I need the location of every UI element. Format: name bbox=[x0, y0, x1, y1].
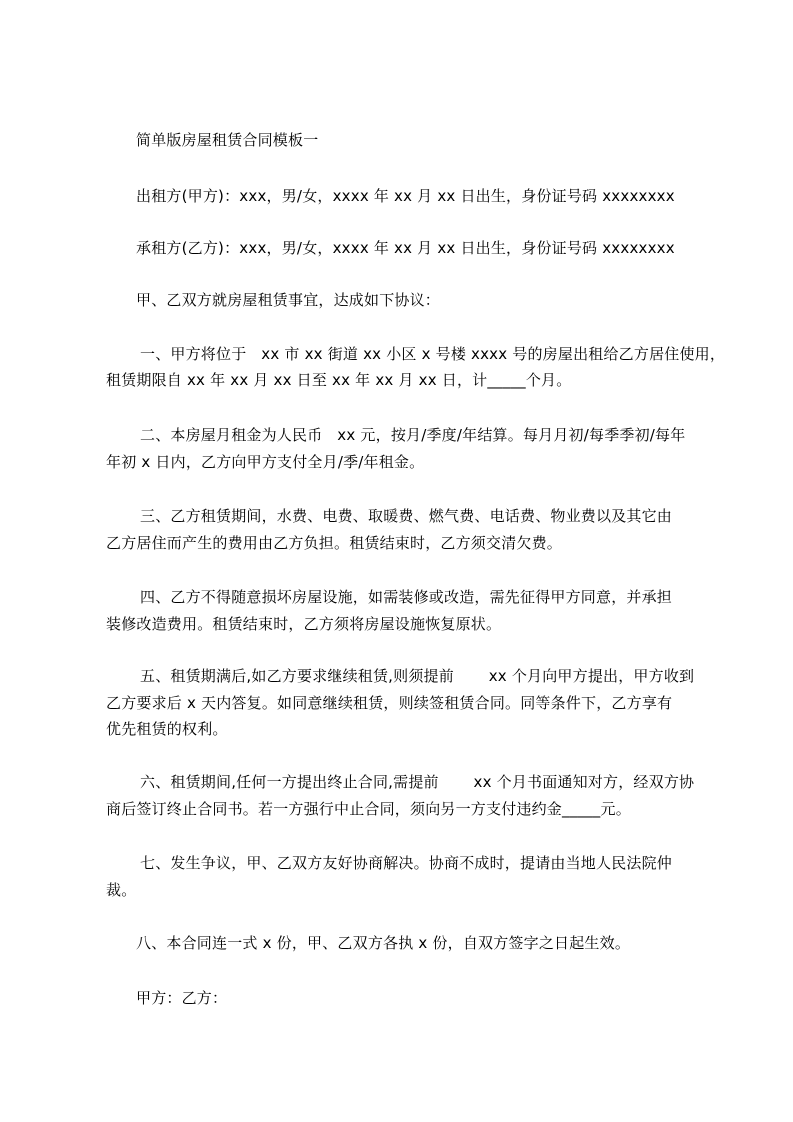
document-title: 简单版房屋租赁合同模板一 bbox=[136, 131, 319, 149]
clause-4-line-2: 装修改造费用。租赁结束时，乙方须将房屋设施恢复原状。 bbox=[106, 615, 502, 633]
clause-1-line-2: 租赁期限自 xx 年 xx 月 xx 日至 xx 年 xx 月 xx 日，计_____个月。 bbox=[106, 371, 572, 389]
clause-2-line-1: 二、本房屋月租金为人民币 xx 元，按月/季度/年结算。每月月初/每季季初/每年 bbox=[140, 426, 686, 444]
clause-3-line-2: 乙方居住而产生的费用由乙方负担。租赁结束时，乙方须交清欠费。 bbox=[106, 534, 563, 552]
clause-2-line-2: 年初 x 日内，乙方向甲方支付全月/季/年租金。 bbox=[106, 453, 425, 471]
clause-3-line-1: 三、乙方租赁期间，水费、电费、取暖费、燃气费、电话费、物业费以及其它由 bbox=[140, 507, 673, 525]
lessor-line: 出租方(甲方)：xxx，男/女，xxxx 年 xx 月 xx 日出生，身份证号码 xxxxxxxx bbox=[136, 187, 675, 205]
clause-5-line-2: 乙方要求后 x 天内答复。如同意继续租赁，则续签租赁合同。同等条件下，乙方享有 bbox=[106, 694, 673, 712]
clause-4-line-1: 四、乙方不得随意损坏房屋设施，如需装修或改造，需先征得甲方同意，并承担 bbox=[140, 588, 673, 606]
clause-6-line-2: 商后签订终止合同书。若一方强行中止合同，须向另一方支付违约金_____元。 bbox=[106, 800, 631, 818]
clause-7-line-2: 裁。 bbox=[106, 881, 137, 899]
clause-1-line-1: 一、甲方将位于 xx 市 xx 街道 xx 小区 x 号楼 xxxx 号的房屋出租给乙方居住使用， bbox=[140, 345, 726, 363]
clause-8: 八、本合同连一式 x 份，甲、乙双方各执 x 份，自双方签字之日起生效。 bbox=[136, 934, 631, 952]
clause-5-line-3: 优先租赁的权利。 bbox=[106, 720, 228, 738]
signature-line: 甲方：乙方： bbox=[136, 989, 228, 1007]
clause-7-line-1: 七、发生争议，甲、乙双方友好协商解决。协商不成时，提请由当地人民法院仲 bbox=[140, 854, 673, 872]
agreement-intro: 甲、乙双方就房屋租赁事宜，达成如下协议： bbox=[136, 291, 441, 309]
clause-6-line-1: 六、租赁期间,任何一方提出终止合同,需提前 xx 个月书面通知对方，经双方协 bbox=[140, 773, 695, 791]
clause-5-line-1: 五、租赁期满后,如乙方要求继续租赁,则须提前 xx 个月向甲方提出，甲方收到 bbox=[140, 667, 695, 685]
lessee-line: 承租方(乙方)：xxx，男/女，xxxx 年 xx 月 xx 日出生，身份证号码 xxxxxxxx bbox=[136, 239, 675, 257]
